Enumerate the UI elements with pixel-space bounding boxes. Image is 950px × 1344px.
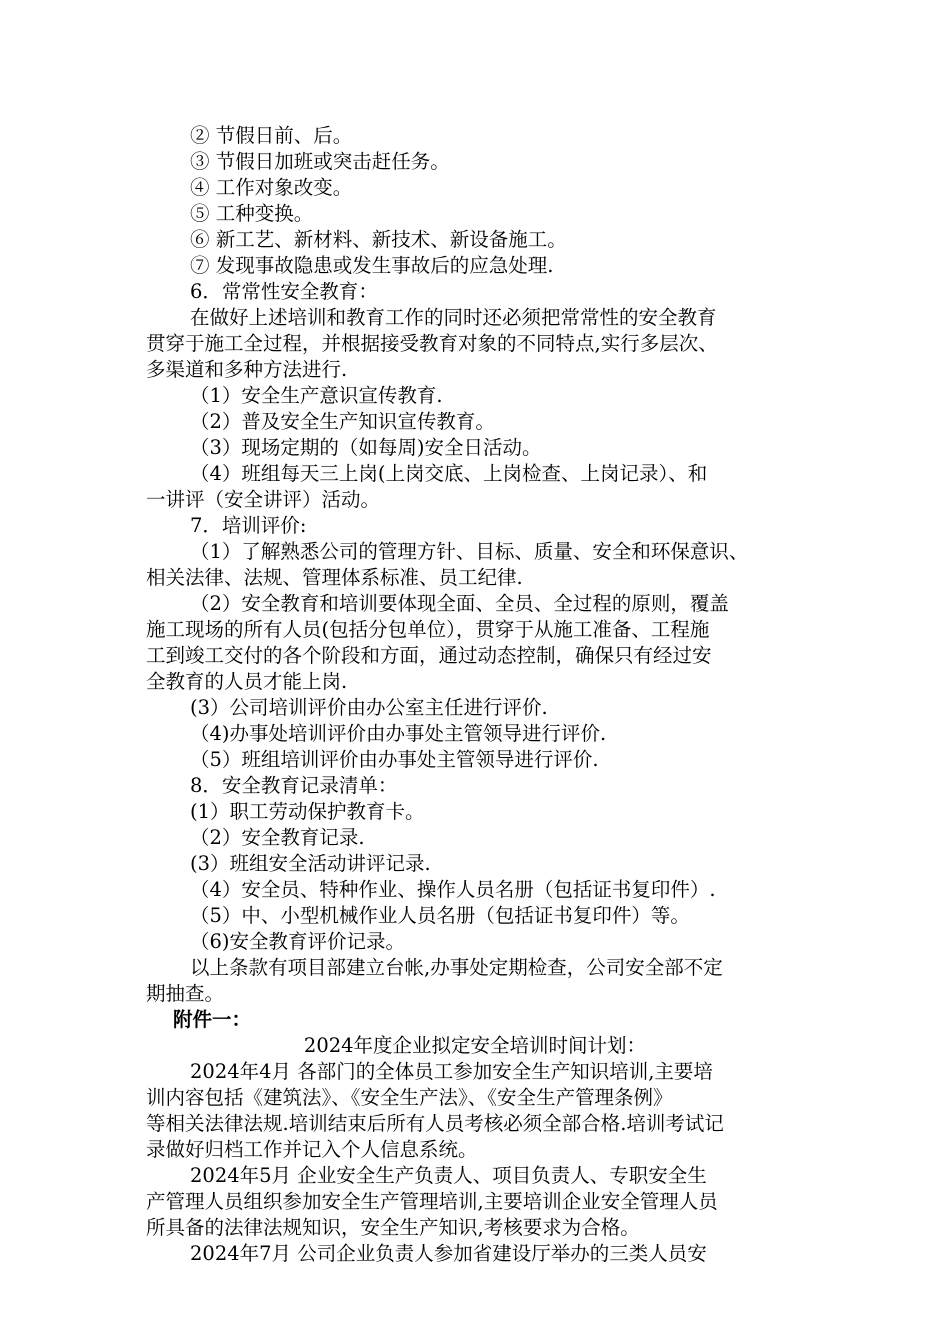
list-item: （5）中、小型机械作业人员名册（包括证书复印件）等。 xyxy=(190,904,690,927)
text-line: ⑥ 新工艺、新材料、新技术、新设备施工。 xyxy=(190,228,567,251)
text-line: ② 节假日前、后。 xyxy=(190,124,353,147)
list-item: (1）职工劳动保护教育卡。 xyxy=(190,800,425,823)
text-line: 等相关法律法规.培训结束后所有人员考核必须全部合格.培训考试记 xyxy=(146,1112,724,1135)
text-line: ④ 工作对象改变。 xyxy=(190,176,353,199)
text-line: 2024年7月 公司企业负责人参加省建设厅举办的三类人员安 xyxy=(190,1242,707,1265)
plan-title: 2024年度企业拟定安全培训时间计划： xyxy=(303,1034,647,1057)
text-line: 期抽查。 xyxy=(146,982,225,1005)
text-line: 以上条款有项目部建立台帐,办事处定期检查，公司安全部不定 xyxy=(190,956,723,979)
text-line: 相关法律、法规、管理体系标准、员工纪律. xyxy=(146,566,523,589)
attachment-heading: 附件一： xyxy=(173,1008,252,1031)
list-item: （4）班组每天三上岗(上岗交底、上岗检查、上岗记录）、和 xyxy=(190,462,708,485)
list-item: （2）安全教育记录. xyxy=(190,826,365,849)
list-item: （4)办事处培训评价由办事处主管领导进行评价. xyxy=(190,722,607,745)
text-line: 在做好上述培训和教育工作的同时还必须把常常性的安全教育 xyxy=(190,306,717,329)
text-line: 所具备的法律法规知识，安全生产知识,考核要求为合格。 xyxy=(146,1216,640,1239)
list-item: (3）班组安全活动讲评记录. xyxy=(190,852,431,875)
text-line: 贯穿于施工全过程，并根据接受教育对象的不同特点,实行多层次、 xyxy=(146,332,718,355)
text-line: 一讲评（安全讲评）活动。 xyxy=(146,488,381,511)
text-line: 产管理人员组织参加安全生产管理培训,主要培训企业安全管理人员 xyxy=(146,1190,718,1213)
text-line: ③ 节假日加班或突击赶任务。 xyxy=(190,150,450,173)
text-line: 多渠道和多种方法进行. xyxy=(146,358,348,381)
list-item: （2）普及安全生产知识宣传教育。 xyxy=(190,410,495,433)
list-item: （4）安全员、特种作业、操作人员名册（包括证书复印件）. xyxy=(190,878,716,901)
list-item: （1）安全生产意识宣传教育. xyxy=(190,384,443,407)
text-line: 2024年5月 企业安全生产负责人、项目负责人、专职安全生 xyxy=(190,1164,707,1187)
list-item: （2）安全教育和培训要体现全面、全员、全过程的原则，覆盖 xyxy=(190,592,729,615)
text-line: 施工现场的所有人员(包括分包单位），贯穿于从施工准备、工程施 xyxy=(146,618,710,641)
list-item: （6)安全教育评价记录。 xyxy=(190,930,406,953)
text-line: 训内容包括《建筑法》、《安全生产法》、《安全生产管理条例》 xyxy=(146,1086,673,1109)
text-line: 2024年4月 各部门的全体员工参加安全生产知识培训,主要培 xyxy=(190,1060,713,1083)
text-line: ⑤ 工种变换。 xyxy=(190,202,314,225)
list-item: （3）现场定期的（如每周)安全日活动。 xyxy=(190,436,542,459)
list-item: （5）班组培训评价由办事处主管领导进行评价. xyxy=(190,748,599,771)
text-line: ⑦ 发现事故隐患或发生事故后的应急处理. xyxy=(190,254,554,277)
section-heading: 6．常常性安全教育： xyxy=(190,280,378,303)
section-heading: 8．安全教育记录清单： xyxy=(190,774,398,797)
text-line: 工到竣工交付的各个阶段和方面，通过动态控制，确保只有经过安 xyxy=(146,644,712,667)
list-item: （1）了解熟悉公司的管理方针、目标、质量、安全和环保意识、 xyxy=(190,540,749,563)
list-item: (3）公司培训评价由办公室主任进行评价. xyxy=(190,696,548,719)
text-line: 全教育的人员才能上岗. xyxy=(146,670,348,693)
text-line: 录做好归档工作并记入个人信息系统。 xyxy=(146,1138,478,1161)
section-heading: 7．培训评价: xyxy=(190,514,307,537)
